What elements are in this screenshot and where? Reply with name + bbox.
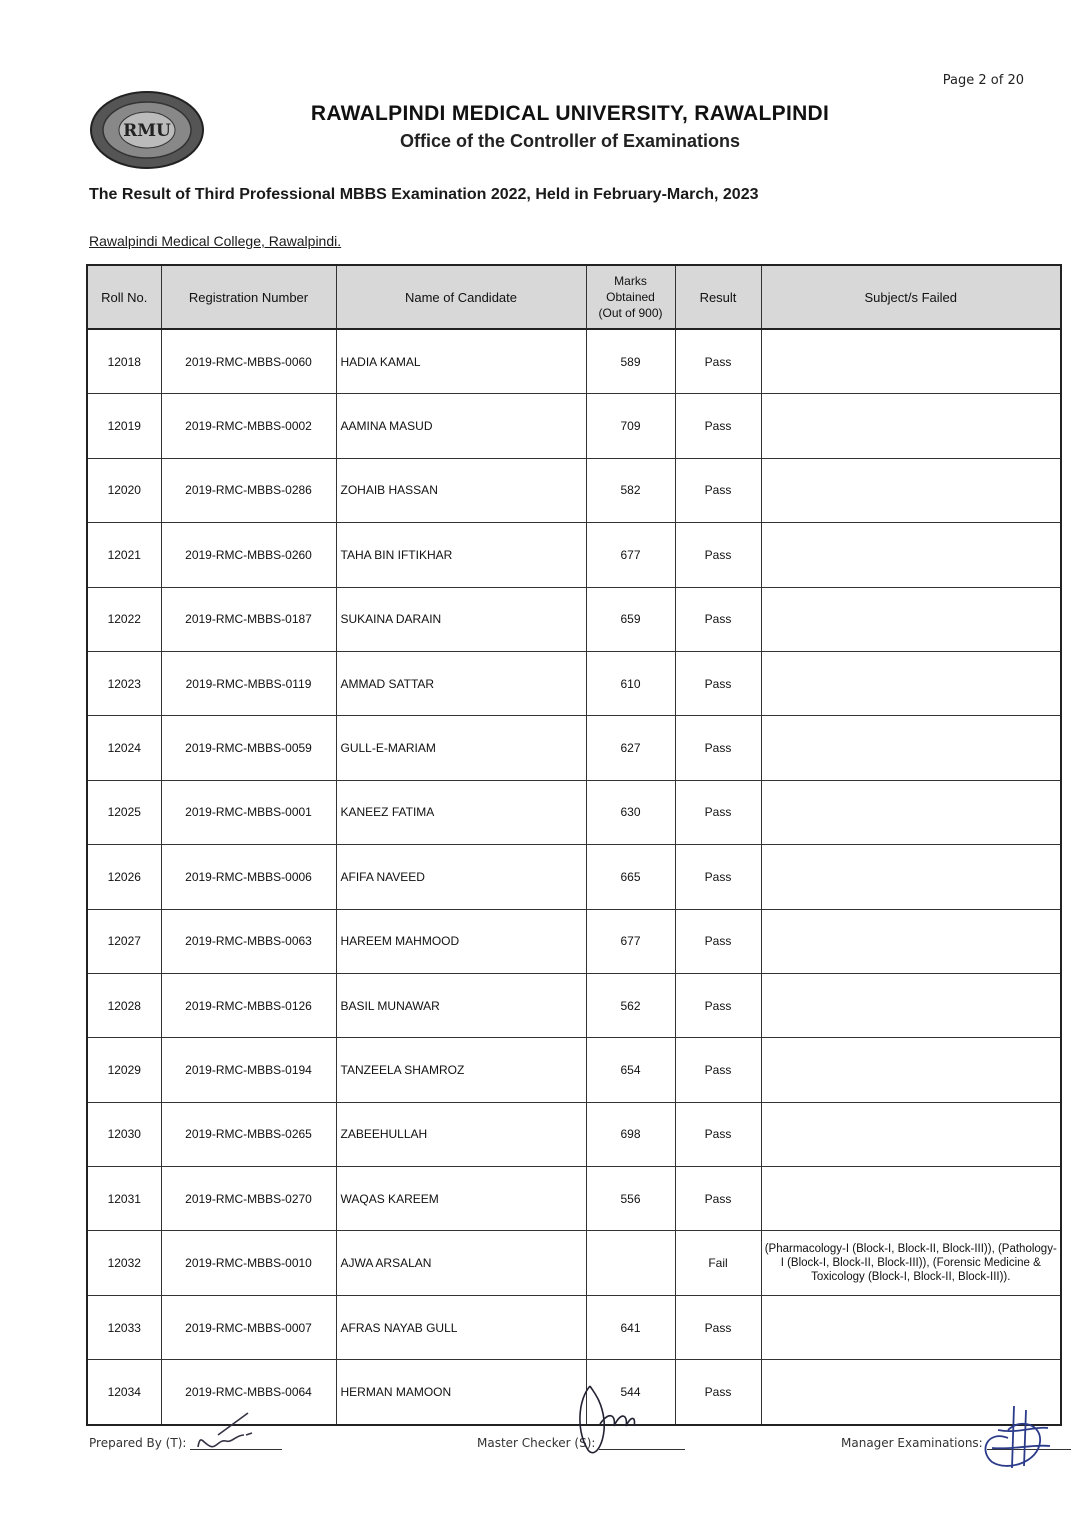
table-row [87, 716, 1061, 780]
candidate-name-cell: HERMAN MAMOON [336, 1360, 586, 1425]
registration-number-cell: 2019-RMC-MBBS-0002 [161, 394, 336, 458]
university-name: RAWALPINDI MEDICAL UNIVERSITY, RAWALPINDI [310, 102, 830, 125]
subjects-failed-cell [761, 909, 1061, 973]
university-seal-logo [88, 90, 206, 170]
marks-cell: 556 [586, 1167, 675, 1231]
registration-number-cell: 2019-RMC-MBBS-0270 [161, 1167, 336, 1231]
result-title: The Result of Third Professional MBBS Examination 2022, Held in February-March, 2023 [89, 186, 759, 203]
marks-cell: 677 [586, 909, 675, 973]
roll-no-cell: 12020 [87, 458, 161, 522]
subjects-failed-cell [761, 780, 1061, 844]
result-cell: Pass [675, 845, 761, 909]
result-cell: Pass [675, 651, 761, 715]
subjects-failed-cell [761, 329, 1061, 394]
roll-no-cell: 12022 [87, 587, 161, 651]
marks-cell: 709 [586, 394, 675, 458]
col-candidate-name: Name of Candidate [336, 265, 586, 329]
registration-number-cell: 2019-RMC-MBBS-0260 [161, 523, 336, 587]
manager-signature [968, 1400, 1058, 1475]
subjects-failed-cell [761, 523, 1061, 587]
logo-lettering: RMU [123, 121, 171, 141]
col-subjects-failed: Subject/s Failed [761, 265, 1061, 329]
roll-no-cell: 12025 [87, 780, 161, 844]
marks-header-line3: (Out of 900) [598, 306, 663, 320]
roll-no-cell: 12027 [87, 909, 161, 973]
results-table [86, 264, 1062, 1426]
marks-cell: 665 [586, 845, 675, 909]
col-registration-number: Registration Number [161, 265, 336, 329]
candidate-name-cell: KANEEZ FATIMA [336, 780, 586, 844]
table-row [87, 1102, 1061, 1166]
roll-no-cell: 12028 [87, 973, 161, 1037]
candidate-name-cell: BASIL MUNAWAR [336, 973, 586, 1037]
marks-header-line2: Obtained [606, 290, 655, 304]
roll-no-cell: 12032 [87, 1231, 161, 1295]
candidate-name-cell: AFRAS NAYAB GULL [336, 1295, 586, 1359]
table-row [87, 458, 1061, 522]
candidate-name-cell: SUKAINA DARAIN [336, 587, 586, 651]
col-result: Result [675, 265, 761, 329]
page-number: Page 2 of 20 [942, 73, 1024, 88]
marks-cell: 627 [586, 716, 675, 780]
marks-header-line1: Marks [614, 274, 647, 288]
master-checker-signature [570, 1380, 650, 1460]
candidate-name-cell: WAQAS KAREEM [336, 1167, 586, 1231]
table-row [87, 394, 1061, 458]
subjects-failed-cell [761, 1038, 1061, 1102]
roll-no-cell: 12026 [87, 845, 161, 909]
registration-number-cell: 2019-RMC-MBBS-0063 [161, 909, 336, 973]
result-cell: Pass [675, 1167, 761, 1231]
result-cell: Pass [675, 716, 761, 780]
col-marks-obtained [586, 265, 675, 329]
result-cell: Pass [675, 973, 761, 1037]
marks-cell: 654 [586, 1038, 675, 1102]
table-row [87, 651, 1061, 715]
marks-cell: 641 [586, 1295, 675, 1359]
table-row [87, 523, 1061, 587]
marks-cell: 589 [586, 329, 675, 394]
roll-no-cell: 12029 [87, 1038, 161, 1102]
roll-no-cell: 12021 [87, 523, 161, 587]
master-checker-label: Master Checker (S): [477, 1436, 596, 1450]
roll-no-cell: 12030 [87, 1102, 161, 1166]
subjects-failed-cell [761, 1295, 1061, 1359]
subjects-failed-cell [761, 587, 1061, 651]
result-cell: Pass [675, 1038, 761, 1102]
registration-number-cell: 2019-RMC-MBBS-0007 [161, 1295, 336, 1359]
subjects-failed-cell [761, 651, 1061, 715]
subjects-failed-cell [761, 973, 1061, 1037]
marks-cell: 659 [586, 587, 675, 651]
result-cell: Fail [675, 1231, 761, 1295]
candidate-name-cell: AAMINA MASUD [336, 394, 586, 458]
subjects-failed-cell [761, 394, 1061, 458]
registration-number-cell: 2019-RMC-MBBS-0060 [161, 329, 336, 394]
marks-cell: 544 [586, 1360, 675, 1425]
registration-number-cell: 2019-RMC-MBBS-0059 [161, 716, 336, 780]
prepared-by-label: Prepared By (T): [89, 1436, 187, 1450]
table-row [87, 1167, 1061, 1231]
marks-cell: 630 [586, 780, 675, 844]
college-name: Rawalpindi Medical College, Rawalpindi. [89, 233, 342, 249]
table-row [87, 973, 1061, 1037]
result-cell: Pass [675, 523, 761, 587]
table-row [87, 329, 1061, 394]
registration-number-cell: 2019-RMC-MBBS-0001 [161, 780, 336, 844]
prepared-by-signature [188, 1405, 268, 1455]
office-name: Office of the Controller of Examinations [399, 131, 741, 151]
candidate-name-cell: AFIFA NAVEED [336, 845, 586, 909]
result-cell: Pass [675, 1360, 761, 1425]
roll-no-cell: 12031 [87, 1167, 161, 1231]
result-cell: Pass [675, 909, 761, 973]
subjects-failed-cell [761, 1167, 1061, 1231]
roll-no-cell: 12024 [87, 716, 161, 780]
table-row [87, 780, 1061, 844]
registration-number-cell: 2019-RMC-MBBS-0265 [161, 1102, 336, 1166]
candidate-name-cell: HAREEM MAHMOOD [336, 909, 586, 973]
candidate-name-cell: TANZEELA SHAMROZ [336, 1038, 586, 1102]
candidate-name-cell: TAHA BIN IFTIKHAR [336, 523, 586, 587]
subjects-failed-cell: (Pharmacology-I (Block-I, Block-II, Block-III)), (Pathology-I (Block-I, Block-II, Block-III)), (Forensic Medicine & Toxicology (Block-I, Block-II, Block-III)). [761, 1231, 1061, 1295]
candidate-name-cell: ZABEEHULLAH [336, 1102, 586, 1166]
candidate-name-cell: AJWA ARSALAN [336, 1231, 586, 1295]
result-cell: Pass [675, 587, 761, 651]
subjects-failed-cell [761, 845, 1061, 909]
col-roll-no: Roll No. [87, 265, 161, 329]
table-row [87, 845, 1061, 909]
marks-cell: 610 [586, 651, 675, 715]
marks-cell [586, 1231, 675, 1295]
candidate-name-cell: HADIA KAMAL [336, 329, 586, 394]
table-row [87, 909, 1061, 973]
manager-label: Manager Examinations: [841, 1436, 983, 1450]
table-header-row [87, 265, 1061, 329]
table-row [87, 1231, 1061, 1295]
candidate-name-cell: GULL-E-MARIAM [336, 716, 586, 780]
registration-number-cell: 2019-RMC-MBBS-0006 [161, 845, 336, 909]
registration-number-cell: 2019-RMC-MBBS-0194 [161, 1038, 336, 1102]
subjects-failed-cell [761, 716, 1061, 780]
result-cell: Pass [675, 1295, 761, 1359]
roll-no-cell: 12018 [87, 329, 161, 394]
roll-no-cell: 12019 [87, 394, 161, 458]
candidate-name-cell: ZOHAIB HASSAN [336, 458, 586, 522]
marks-cell: 562 [586, 973, 675, 1037]
subjects-failed-cell [761, 1102, 1061, 1166]
marks-cell: 698 [586, 1102, 675, 1166]
roll-no-cell: 12023 [87, 651, 161, 715]
roll-no-cell: 12034 [87, 1360, 161, 1425]
result-cell: Pass [675, 780, 761, 844]
registration-number-cell: 2019-RMC-MBBS-0010 [161, 1231, 336, 1295]
registration-number-cell: 2019-RMC-MBBS-0126 [161, 973, 336, 1037]
table-row [87, 1038, 1061, 1102]
registration-number-cell: 2019-RMC-MBBS-0119 [161, 651, 336, 715]
marks-cell: 582 [586, 458, 675, 522]
result-cell: Pass [675, 329, 761, 394]
subjects-failed-cell [761, 458, 1061, 522]
roll-no-cell: 12033 [87, 1295, 161, 1359]
registration-number-cell: 2019-RMC-MBBS-0187 [161, 587, 336, 651]
result-cell: Pass [675, 1102, 761, 1166]
marks-cell: 677 [586, 523, 675, 587]
table-row [87, 1295, 1061, 1359]
registration-number-cell: 2019-RMC-MBBS-0064 [161, 1360, 336, 1425]
result-cell: Pass [675, 458, 761, 522]
candidate-name-cell: AMMAD SATTAR [336, 651, 586, 715]
table-row [87, 587, 1061, 651]
result-cell: Pass [675, 394, 761, 458]
registration-number-cell: 2019-RMC-MBBS-0286 [161, 458, 336, 522]
